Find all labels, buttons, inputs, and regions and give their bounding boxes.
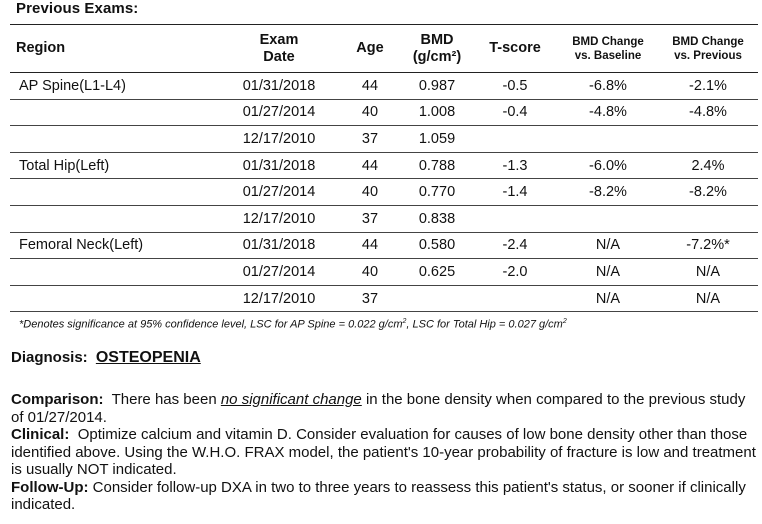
cell-tscore <box>472 126 558 153</box>
cell-bmd-change-baseline <box>558 126 658 153</box>
cell-region: Total Hip(Left) <box>19 157 110 174</box>
diagnosis <box>11 349 201 367</box>
table-row <box>10 205 758 232</box>
section-title: Previous Exams: <box>16 0 139 17</box>
cell-exam-date: 12/17/2010 <box>242 290 316 307</box>
cell-tscore: -0.4 <box>502 104 528 121</box>
diagnosis-value: OSTEOPENIA <box>95 349 201 366</box>
header-exam-date: Exam Date <box>259 31 299 65</box>
header-bmd-change-baseline: BMD Change vs. Baseline <box>572 35 644 62</box>
followup-paragraph: Follow-Up: Consider follow-up DXA in two to three years to reassess this patient's status, or sooner if clinically indicated. <box>11 478 746 513</box>
cell-bmd-change-baseline: N/A <box>595 237 621 254</box>
table-row <box>10 152 758 179</box>
cell-bmd: 1.059 <box>418 130 456 147</box>
cell-region <box>10 285 220 312</box>
cell-exam-date: 01/31/2018 <box>242 77 316 94</box>
table-row <box>10 259 758 286</box>
report-notes <box>11 391 756 514</box>
table-row <box>10 73 758 100</box>
cell-bmd-change-baseline: -8.2% <box>589 184 627 201</box>
table-header-row <box>10 25 758 73</box>
cell-exam-date: 01/31/2018 <box>242 237 316 254</box>
cell-bmd-change-baseline <box>558 205 658 232</box>
followup-label: Follow-Up: <box>11 478 89 496</box>
cell-tscore: -1.4 <box>502 184 528 201</box>
header-tscore: T-score <box>489 40 541 56</box>
cell-bmd <box>402 285 472 312</box>
header-bmd: BMD (g/cm²) <box>412 31 462 65</box>
cell-bmd-change-previous: -8.2% <box>689 184 727 201</box>
header-region: Region <box>16 40 66 56</box>
cell-exam-date: 12/17/2010 <box>242 210 316 227</box>
cell-bmd: 0.987 <box>418 77 456 94</box>
significance-footnote: *Denotes significance at 95% confidence level, LSC for AP Spine = 0.022 $g/cm^2$, LSC for Total Hip = 0.027 $g/cm^2$ <box>19 318 567 331</box>
cell-tscore <box>472 285 558 312</box>
cell-age: 37 <box>361 130 379 147</box>
cell-bmd-change-previous <box>658 205 758 232</box>
cell-region <box>10 126 220 153</box>
header-bmd-change-previous: BMD Change vs. Previous <box>672 35 744 62</box>
diagnosis-label: Diagnosis: <box>11 349 88 366</box>
cell-bmd-change-previous: -2.1% <box>689 77 727 94</box>
cell-tscore: -2.4 <box>502 237 528 254</box>
cell-exam-date: 12/17/2010 <box>242 130 316 147</box>
cell-tscore: -1.3 <box>502 157 528 174</box>
cell-bmd: 0.770 <box>418 184 456 201</box>
cell-tscore <box>472 205 558 232</box>
clinical-label: Clinical: <box>11 426 70 443</box>
cell-bmd: 0.838 <box>418 210 456 227</box>
table-row <box>10 99 758 126</box>
cell-exam-date: 01/27/2014 <box>242 104 316 121</box>
cell-bmd-change-baseline: N/A <box>595 263 621 280</box>
table-row <box>10 179 758 206</box>
cell-bmd: 1.008 <box>418 104 456 121</box>
cell-tscore: -0.5 <box>502 77 528 94</box>
table-row <box>10 232 758 259</box>
cell-age: 44 <box>361 77 379 94</box>
cell-bmd: 0.625 <box>418 263 456 280</box>
cell-region: AP Spine(L1-L4) <box>19 77 126 94</box>
cell-bmd-change-previous: N/A <box>695 290 721 307</box>
cell-bmd: 0.788 <box>418 157 456 174</box>
cell-exam-date: 01/31/2018 <box>242 157 316 174</box>
cell-bmd-change-baseline: -4.8% <box>589 104 627 121</box>
cell-bmd-change-previous: -4.8% <box>689 104 727 121</box>
cell-exam-date: 01/27/2014 <box>242 184 316 201</box>
cell-bmd: 0.580 <box>418 237 456 254</box>
cell-bmd-change-baseline: -6.8% <box>589 77 627 94</box>
cell-bmd-change-previous: 2.4% <box>691 157 725 174</box>
cell-age: 40 <box>361 184 379 201</box>
cell-age: 40 <box>361 104 379 121</box>
previous-exams-table <box>10 24 758 312</box>
cell-age: 44 <box>361 237 379 254</box>
cell-region <box>10 179 220 206</box>
cell-bmd-change-baseline: -6.0% <box>589 157 627 174</box>
cell-region <box>10 259 220 286</box>
cell-age: 40 <box>361 263 379 280</box>
cell-region: Femoral Neck(Left) <box>19 237 144 254</box>
cell-bmd-change-previous <box>658 126 758 153</box>
cell-bmd-change-previous: N/A <box>695 263 721 280</box>
cell-region <box>10 205 220 232</box>
table-row <box>10 285 758 312</box>
header-age: Age <box>356 40 384 56</box>
cell-bmd-change-previous: -7.2%* <box>686 237 730 254</box>
table-row <box>10 126 758 153</box>
cell-age: 44 <box>361 157 379 174</box>
cell-age: 37 <box>361 290 379 307</box>
cell-tscore: -2.0 <box>502 263 528 280</box>
comparison-emphasis: no significant change <box>220 391 362 408</box>
comparison-paragraph: Comparison: There has been no significant change in the bone density when compared to the previous study of 01/27/2014. <box>11 391 746 426</box>
comparison-label: Comparison: <box>11 391 104 408</box>
cell-region <box>10 99 220 126</box>
clinical-paragraph: Clinical: Optimize calcium and vitamin D. Consider evaluation for causes of low bone density other than those identified above. Using the W.H.O. FRAX model, the patient's 10-year probability of fracture is low and treatment is usually NOT indicated. <box>11 426 756 478</box>
cell-age: 37 <box>361 210 379 227</box>
cell-exam-date: 01/27/2014 <box>242 263 316 280</box>
cell-bmd-change-baseline: N/A <box>595 290 621 307</box>
